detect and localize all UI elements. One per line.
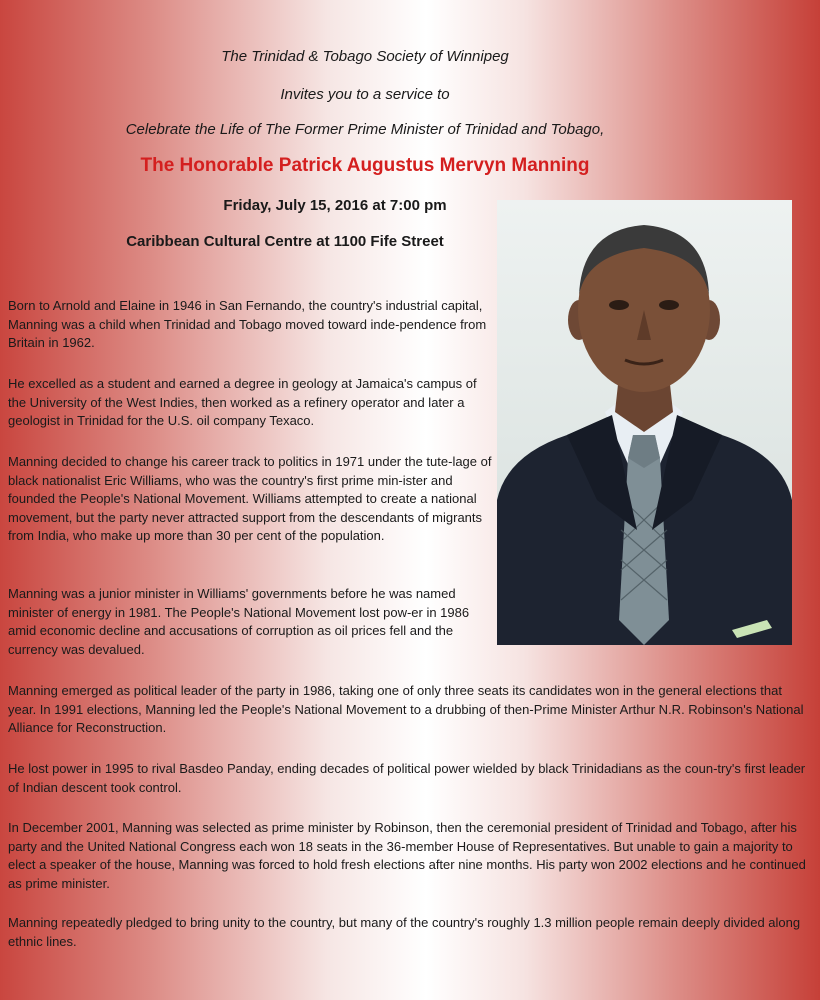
portrait-illustration [497, 200, 792, 645]
bio-paragraph-6: He lost power in 1995 to rival Basdeo Panday, ending decades of political power wielded by black Trinidadians as the coun-try's first leader of Indian descent took control. [8, 761, 806, 795]
bio-paragraph-5: Manning emerged as political leader of the party in 1986, taking one of only three seats its candidates won in the general elections that year. In 1991 elections, Manning led the People's National Movement to a drubbing of then-Prime Minister Arthur N.R. Robinson's National Alliance for Reconstruction. [8, 683, 804, 735]
bio-paragraph-1: Born to Arnold and Elaine in 1946 in San Fernando, the country's industrial capital, Manning was a child when Trinidad and Tobago moved toward inde-pendence from Britain in 1962. [8, 298, 487, 350]
society-name: The Trinidad & Tobago Society of Winnipeg [221, 48, 509, 65]
invitation-line: Invites you to a service to [280, 86, 450, 103]
event-date: Friday, July 15, 2016 at 7:00 pm [223, 197, 447, 214]
bio-paragraph-3: Manning decided to change his career track to politics in 1971 under the tute-lage of black nationalist Eric Williams, who was the country's first prime min-ister and founded the People's National Movement. Williams attempted to create a national movement, but the party never attracted support from the descendants of migrants from India, who make up more than 30 per cent of the population. [8, 454, 492, 543]
portrait-photo [497, 200, 792, 645]
celebration-line: Celebrate the Life of The Former Prime Minister of Trinidad and Tobago, [125, 121, 605, 138]
bio-paragraph-8: Manning repeatedly pledged to bring unity to the country, but many of the country's roughly 1.3 million people remain deeply divided along ethnic lines. [8, 915, 801, 949]
bio-paragraph-7: In December 2001, Manning was selected as prime minister by Robinson, then the ceremonial president of Trinidad and Tobago, after his party and the United National Congress each won 18 seats in the 36-member House of Representatives. But unable to gain a majority to elect a speaker of the house, Manning was forced to hold fresh elections after nine months. His party won 2002 elections and he continued as prime minister. [8, 820, 806, 891]
bio-paragraph-2: He excelled as a student and earned a degree in geology at Jamaica's campus of the University of the West Indies, then worked as a refinery operator and later a geologist in Trinidad for the U.S. oil company Texaco. [8, 376, 477, 428]
event-venue: Caribbean Cultural Centre at 1100 Fife Street [126, 233, 444, 250]
honoree-name: The Honorable Patrick Augustus Mervyn Manning [140, 155, 590, 176]
bio-paragraph-4: Manning was a junior minister in Williams' governments before he was named minister of energy in 1981. The People's National Movement lost pow-er in 1986 amid economic decline and accusations of corruption as oil prices fell and the currency was devalued. [8, 586, 470, 657]
